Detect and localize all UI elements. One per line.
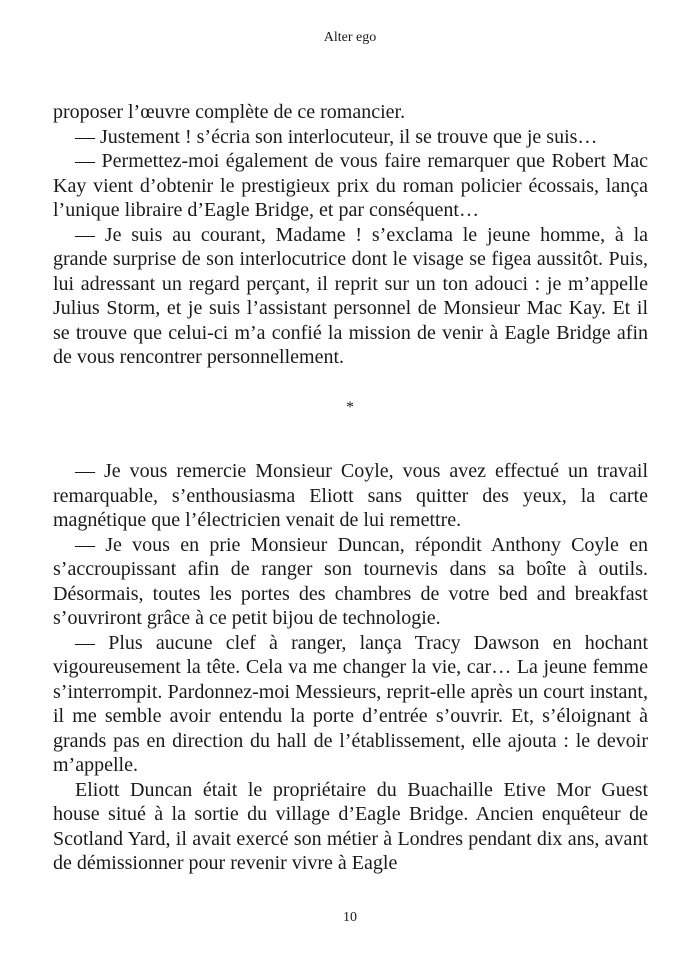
section-separator: * — [346, 399, 354, 416]
running-header: Alter ego — [323, 30, 377, 45]
text-section-1 — [53, 100, 648, 370]
paragraph: — Justement ! s’écria son interlocuteur, il se trouve que je suis… — [75, 125, 598, 148]
paragraph: — Je suis au courant, Madame ! s’exclama le jeune homme, à la grande surprise de son interlocutrice dont le visage se figea aussitôt. Puis, lui adressant un regard perçant, il reprit sur un ton adouci : je m’appelle Julius Storm, et je suis l’assistant personnel de Monsieur Mac Kay. Et il se trouve que celui-ci m’a confié la mission de venir à Eagle Bridge afin de vous rencontrer personnellement. — [53, 223, 648, 368]
paragraph: — Plus aucune clef à ranger, lança Tracy Dawson en hochant vigoureusement la tête. Cela va me changer la vie, car… La jeune femme s’interrompit. Pardonnez-moi Messieurs, reprit-elle après un court instant, il me semble avoir entendu la porte d’entrée s’ouvrir. Et, s’éloignant à grands pas en direction du hall de l’établissement, elle ajouta : le devoir m’appelle. — [53, 631, 648, 776]
paragraph: — Permettez-moi également de vous faire remarquer que Robert Mac Kay vient d’obtenir le prestigieux prix du roman policier écossais, lança l’unique libraire d’Eagle Bridge, et par conséquent… — [53, 150, 648, 221]
page-number: 10 — [343, 910, 357, 925]
paragraph: — Je vous remercie Monsieur Coyle, vous avez effectué un travail remarquable, s’enthousiasma Eliott sans quitter des yeux, la carte magnétique que l’électricien venait de lui remettre. — [53, 460, 648, 531]
paragraph: Eliott Duncan était le propriétaire du Buachaille Etive Mor Guest house situé à la sortie du village d’Eagle Bridge. Ancien enquêteur de Scotland Yard, il avait exercé son métier à Londres pendant dix ans, avant de démissionner pour revenir vivre à Eagle — [53, 778, 648, 874]
text-section-2 — [53, 459, 648, 876]
paragraph: — Je vous en prie Monsieur Duncan, répondit Anthony Coyle en s’accroupissant afin de ranger son tournevis dans sa boîte à outils. Désormais, toutes les portes des chambres de votre bed and breakfast s’ouvriront grâce à ce petit bijou de technologie. — [53, 533, 648, 629]
paragraph: proposer l’œuvre complète de ce romancier. — [53, 101, 406, 123]
